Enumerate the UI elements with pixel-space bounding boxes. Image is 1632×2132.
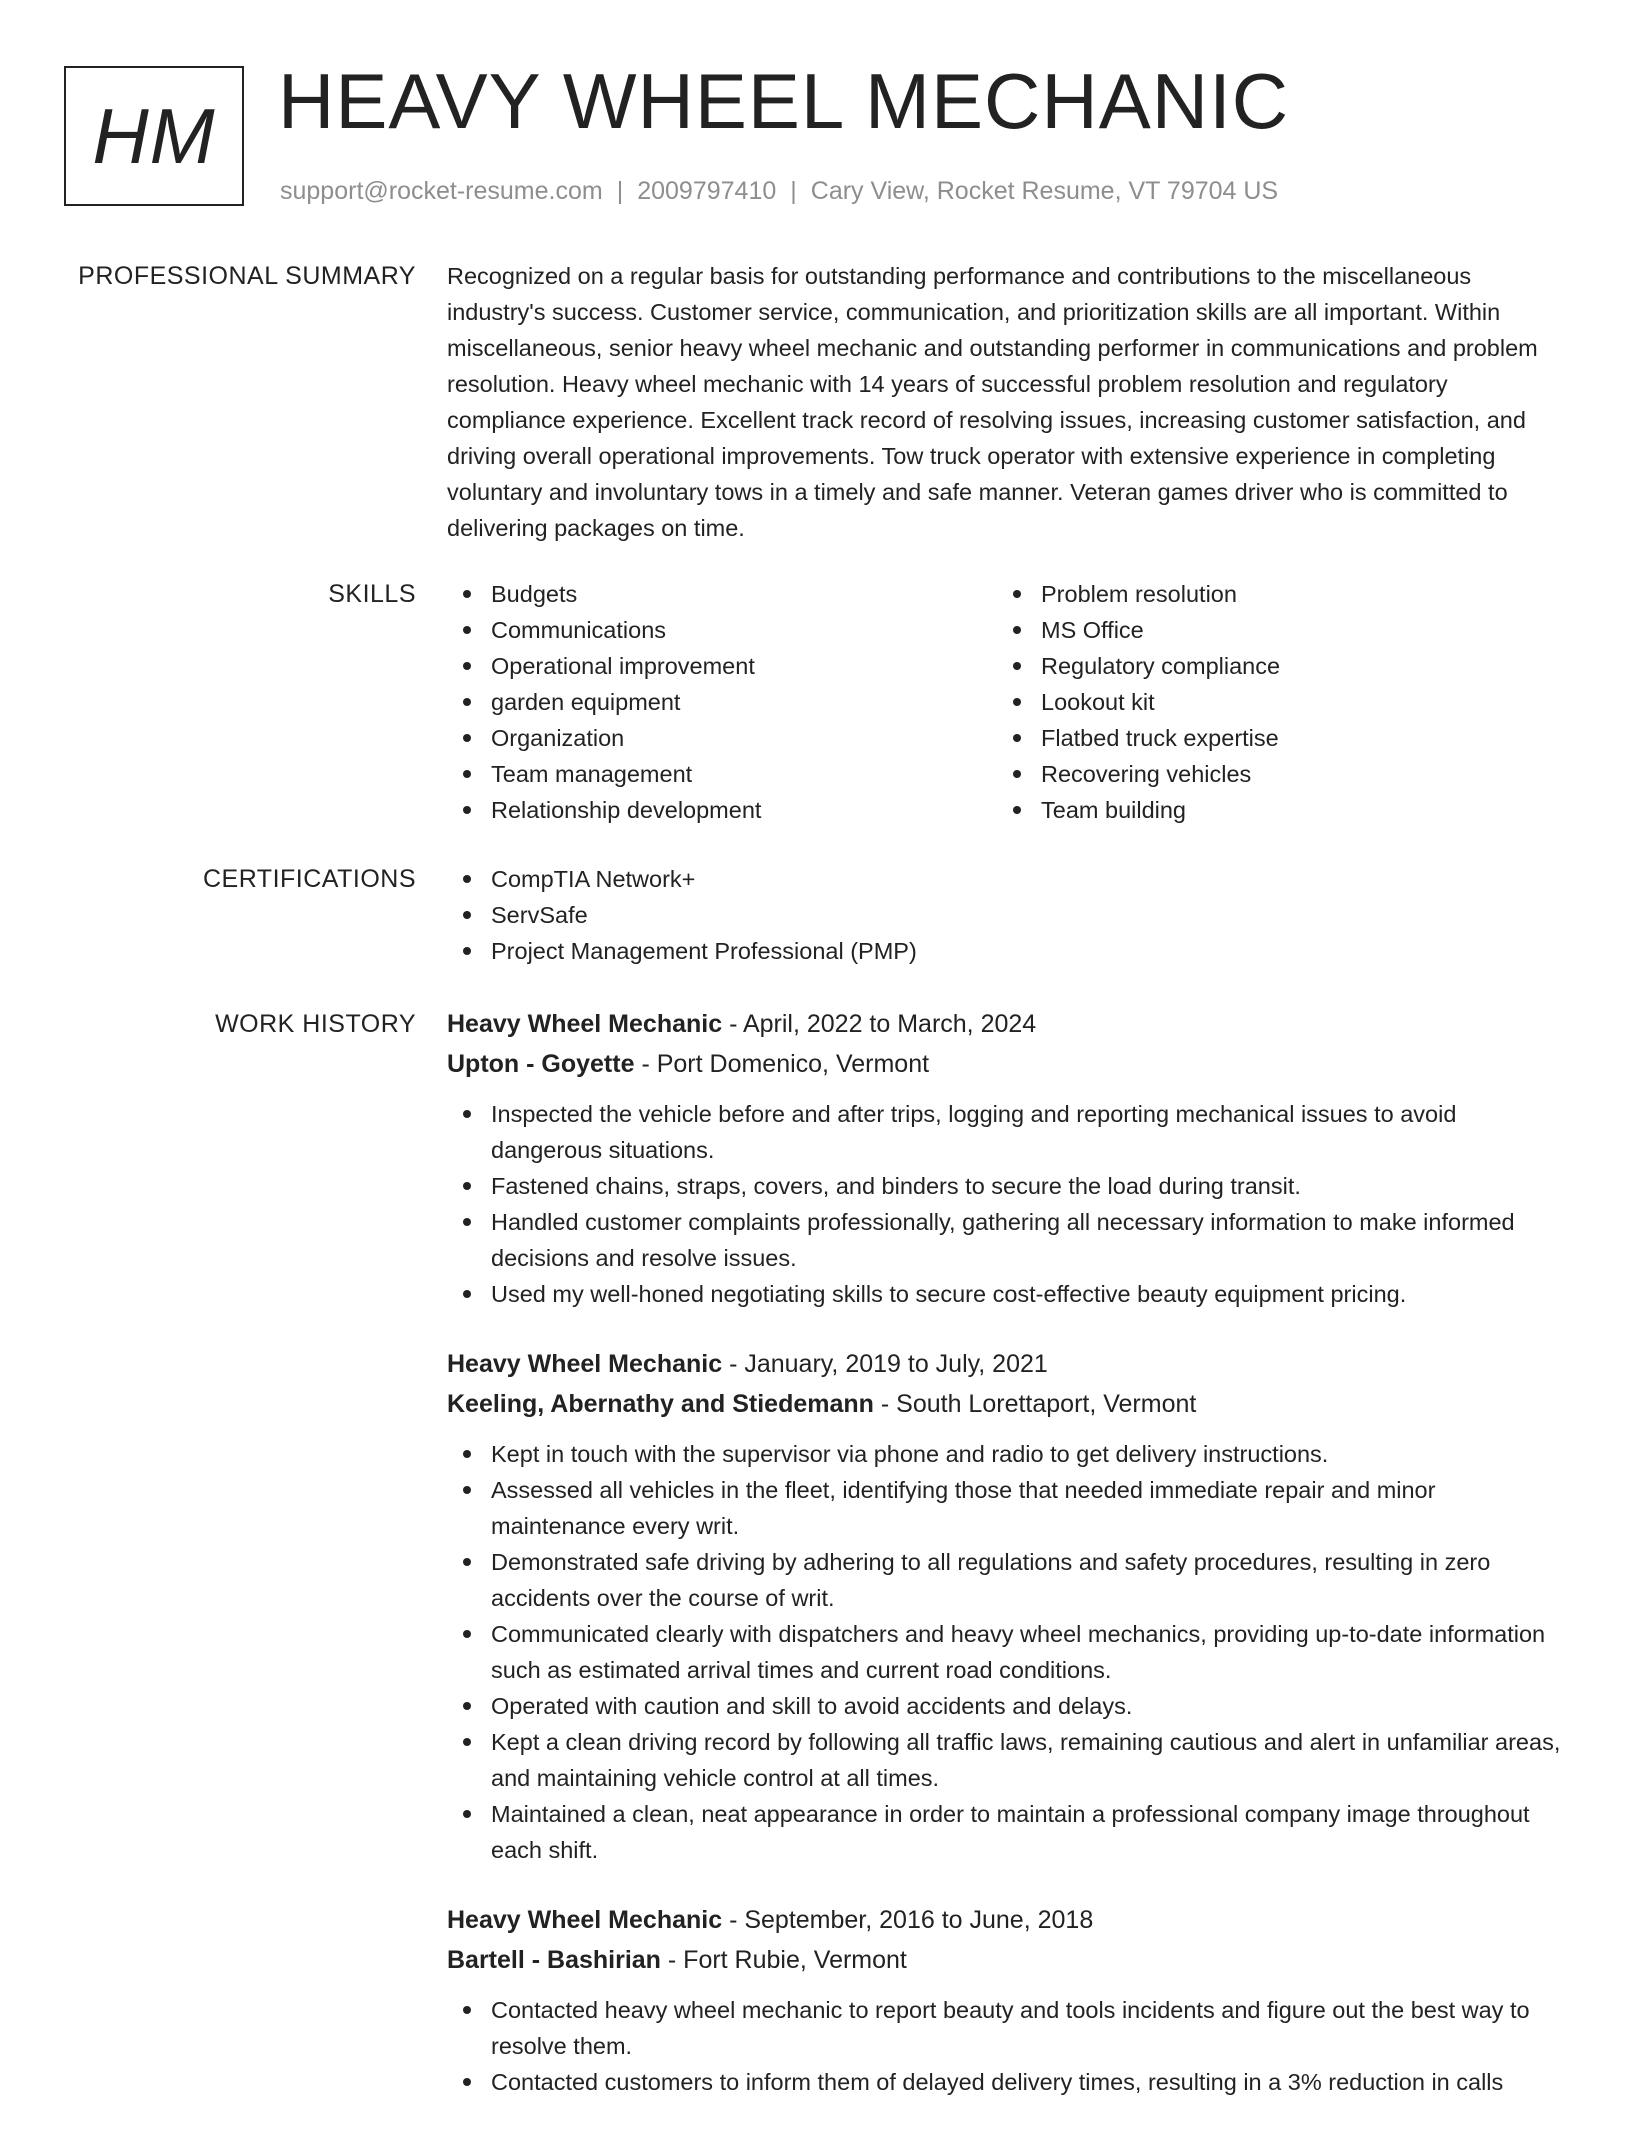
skill-item: Communications — [447, 612, 997, 648]
contact-separator: | — [616, 177, 624, 205]
job-entry — [447, 1004, 1567, 1312]
skill-item: Budgets — [447, 576, 997, 612]
job-company: Bartell - Bashirian — [447, 1946, 661, 1974]
skill-item: Relationship development — [447, 792, 997, 828]
job-title: Heavy Wheel Mechanic — [447, 1010, 723, 1038]
job-company: Upton - Goyette — [447, 1050, 635, 1078]
job-title-line — [447, 1004, 1567, 1044]
job-title-line — [447, 1900, 1567, 1940]
certification-item: ServSafe — [447, 897, 1567, 933]
skill-item: Team management — [447, 756, 997, 792]
job-title-line — [447, 1344, 1567, 1384]
skill-item: Recovering vehicles — [997, 756, 1547, 792]
job-dates: - January, 2019 to July, 2021 — [722, 1350, 1048, 1378]
job-duty: Handled customer complaints professionally, gathering all necessary information to make informed decisions and resolve issues. — [447, 1204, 1567, 1276]
skills-column-left — [447, 576, 997, 828]
job-duty: Operated with caution and skill to avoid accidents and delays. — [447, 1688, 1567, 1724]
job-duties-list — [447, 1436, 1567, 1868]
job-location: - Port Domenico, Vermont — [634, 1050, 930, 1078]
job-location: - Fort Rubie, Vermont — [660, 1946, 907, 1974]
certifications-body — [447, 861, 1567, 969]
summary-text: Recognized on a regular basis for outstanding performance and contributions to the miscellaneous industry's success. Customer service, communication, and prioritization skills are all important. Within miscellaneous, senior heavy wheel mechanic and outstanding performer in communications and problem resolution. Heavy wheel mechanic with 14 years of successful problem resolution and regulatory compliance experience. Excellent track record of resolving issues, increasing customer satisfaction, and driving overall operational improvements. Tow truck operator with extensive experience in completing voluntary and involuntary tows in a timely and safe manner. Veteran games driver who is committed to delivering packages on time. — [447, 263, 1538, 541]
skills-column-right — [997, 576, 1547, 828]
skill-item: Lookout kit — [997, 684, 1547, 720]
contact-line — [280, 174, 1278, 208]
certification-item: CompTIA Network+ — [447, 861, 1567, 897]
work-history-body — [447, 1004, 1567, 2132]
skill-item: Flatbed truck expertise — [997, 720, 1547, 756]
job-duties-list — [447, 1992, 1567, 2100]
skill-item: Organization — [447, 720, 997, 756]
work-history-heading: WORK HISTORY — [215, 1010, 416, 1038]
job-company: Keeling, Abernathy and Stiedemann — [447, 1390, 874, 1418]
contact-email: support@rocket-resume.com — [280, 177, 603, 205]
job-duty: Fastened chains, straps, covers, and binders to secure the load during transit. — [447, 1168, 1567, 1204]
contact-address: Cary View, Rocket Resume, VT 79704 US — [810, 177, 1279, 205]
skill-item: Operational improvement — [447, 648, 997, 684]
contact-phone: 2009797410 — [637, 177, 777, 205]
monogram-box — [64, 66, 244, 206]
job-duties-list — [447, 1096, 1567, 1312]
job-duty: Contacted customers to inform them of delayed delivery times, resulting in a 3% reduction in calls — [447, 2064, 1567, 2100]
job-dates: - April, 2022 to March, 2024 — [722, 1010, 1037, 1038]
job-duty: Communicated clearly with dispatchers and heavy wheel mechanics, providing up-to-date information such as estimated arrival times and current road conditions. — [447, 1616, 1567, 1688]
contact-separator: | — [790, 177, 797, 205]
certifications-heading: CERTIFICATIONS — [202, 865, 416, 893]
job-company-line — [447, 1044, 1567, 1084]
skills-heading: SKILLS — [328, 580, 416, 608]
job-duty: Kept a clean driving record by following all traffic laws, remaining cautious and alert in unfamiliar areas, and maintaining vehicle control at all times. — [447, 1724, 1567, 1796]
skill-item: garden equipment — [447, 684, 997, 720]
job-entry — [447, 1344, 1567, 1868]
job-location: - South Lorettaport, Vermont — [873, 1390, 1197, 1418]
certifications-list — [447, 861, 1567, 969]
candidate-name: HEAVY WHEEL MECHANIC — [278, 57, 1290, 145]
skills-body — [447, 576, 1567, 828]
skill-item: Regulatory compliance — [997, 648, 1547, 684]
summary-heading: PROFESSIONAL SUMMARY — [78, 262, 416, 290]
job-duty: Used my well-honed negotiating skills to secure cost-effective beauty equipment pricing. — [447, 1276, 1567, 1312]
job-duty: Kept in touch with the supervisor via phone and radio to get delivery instructions. — [447, 1436, 1567, 1472]
job-entry — [447, 1900, 1567, 2100]
job-duty: Inspected the vehicle before and after trips, logging and reporting mechanical issues to avoid dangerous situations. — [447, 1096, 1567, 1168]
job-duty: Demonstrated safe driving by adhering to all regulations and safety procedures, resulting in zero accidents over the course of writ. — [447, 1544, 1567, 1616]
job-company-line — [447, 1384, 1567, 1424]
job-duty: Contacted heavy wheel mechanic to report beauty and tools incidents and figure out the best way to resolve them. — [447, 1992, 1567, 2064]
job-title: Heavy Wheel Mechanic — [447, 1350, 723, 1378]
skill-item: Team building — [997, 792, 1547, 828]
monogram-initials: HM — [92, 91, 216, 180]
skill-item: Problem resolution — [997, 576, 1547, 612]
job-dates: - September, 2016 to June, 2018 — [722, 1906, 1094, 1934]
job-duty: Assessed all vehicles in the fleet, identifying those that needed immediate repair and minor maintenance every writ. — [447, 1472, 1567, 1544]
certification-item: Project Management Professional (PMP) — [447, 933, 1567, 969]
skills-grid — [447, 576, 1567, 828]
skill-item: MS Office — [997, 612, 1547, 648]
job-duty: Maintained a clean, neat appearance in order to maintain a professional company image throughout each shift. — [447, 1796, 1567, 1868]
job-title: Heavy Wheel Mechanic — [447, 1906, 723, 1934]
job-company-line — [447, 1940, 1567, 1980]
